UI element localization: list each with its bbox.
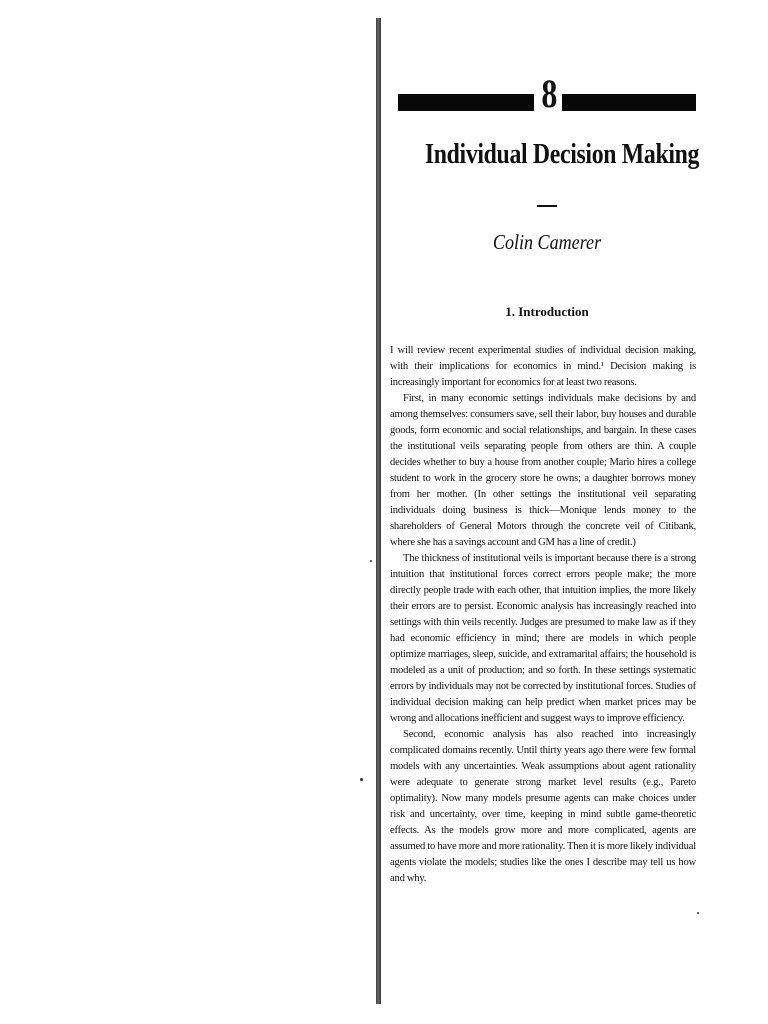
chapter-number: 8: [541, 71, 557, 116]
author-name: Colin Camerer: [492, 230, 602, 254]
title-rule: [537, 205, 557, 207]
body-text: [390, 343, 696, 887]
paragraph: The thickness of institutional veils is important because there is a strong intuition that institutional forces correct errors people make; the more directly people trade with each other, that intuition implies, the more likely their errors are to persist. Economic analysis has increasingly reached into settings with thin veils recently. Judges are presumed to make law as if they had economic efficiency in mind; there are models in which people optimize marriages, sleep, suicide, and extramarital affairs; the household is modeled as a unit of production; and so forth. In these settings systematic errors by individuals may not be corrected by institutional forces. Studies of individual decision making can help predict when market prices may be wrong and allocations inefficient and suggest ways to improve efficiency.: [390, 553, 696, 724]
paragraph: First, in many economic settings individuals make decisions by and among themselves: consumers save, sell their labor, buy houses and durable goods, form economic and social relationships, and bargain. In these cases the institutional veils separating people from others are thin. A couple decides whether to buy a house from another couple; Mario hires a college student to work in the grocery store he owns; a daughter borrows money from her mother. (In other settings the institutional veil separating individuals doing business is thick—Monique lends money to the shareholders of General Motors through the concrete veil of Citibank, where she has a savings account and GM has a line of credit.): [390, 393, 696, 548]
chapter-bar-left: [398, 94, 534, 111]
chapter-title: Individual Decision Making: [424, 138, 700, 170]
chapter-bar-right: [562, 94, 696, 111]
paragraph: Second, economic analysis has also reached into increasingly complicated domains recently. Until thirty years ago there were few formal models with any uncertainties. Weak assumptions about agent rationality were adequate to generate strong market level results (e.g., Pareto optimality). Now many models presume agents can make choices under risk and uncertainty, over time, keeping in mind subtle game-theoretic effects. As the models grow more and more complicated, agents are assumed to have more and more rationality. Then it is more likely individual agents violate the models; studies like the ones I describe may tell us how and why.: [390, 729, 696, 884]
paragraph: I will review recent experimental studies of individual decision making, with their implications for economics in mind.¹ Decision making is increasingly important for economics for at least two reasons.: [390, 345, 696, 388]
page-binding-edge: [376, 18, 381, 1004]
section-heading: 1. Introduction: [505, 304, 589, 319]
